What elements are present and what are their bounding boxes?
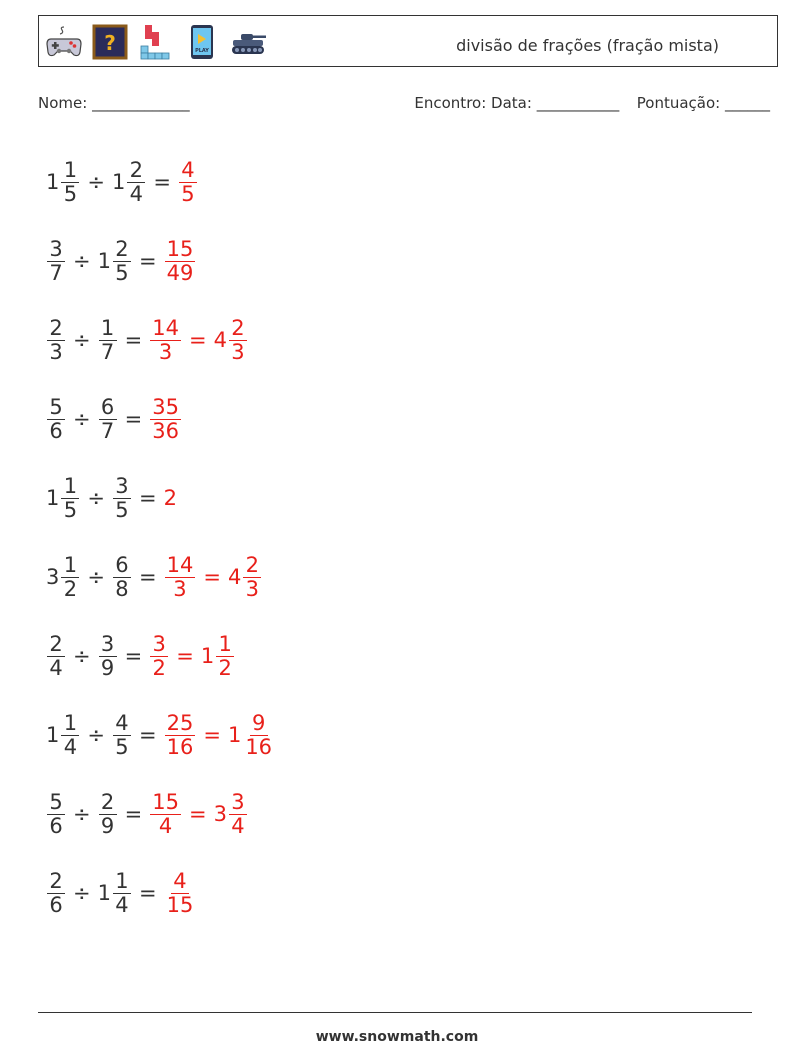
whole-number: 1 — [97, 881, 111, 905]
footer-url: www.snowmath.com — [315, 1029, 479, 1045]
answer — [164, 238, 197, 283]
problem-row — [46, 703, 275, 767]
denominator: 7 — [49, 260, 63, 285]
fraction — [165, 238, 196, 283]
problem-row — [46, 782, 248, 846]
equals-sign: = — [203, 723, 221, 747]
answer — [149, 633, 235, 678]
score-label: Pontuação: — [636, 94, 721, 112]
denominator: 6 — [49, 418, 63, 443]
numerator: 3 — [113, 475, 131, 498]
numerator: 1 — [99, 317, 117, 340]
numerator: 9 — [250, 712, 268, 735]
worksheet-title: divisão de frações (fração mista) — [456, 36, 719, 55]
whole-number: 3 — [213, 802, 227, 826]
denominator: 16 — [166, 734, 194, 759]
whole-number: 1 — [46, 486, 60, 510]
whole-number: 1 — [97, 249, 111, 273]
fraction — [47, 791, 65, 836]
name-field — [38, 94, 190, 112]
equals-sign: = — [176, 644, 194, 668]
denominator: 2 — [63, 576, 78, 601]
answer — [178, 159, 198, 204]
denominator: 5 — [115, 260, 129, 285]
divide-sign: ÷ — [87, 723, 105, 747]
footer-divider — [38, 1012, 752, 1013]
numerator: 4 — [179, 159, 197, 182]
fraction — [47, 317, 65, 362]
denominator: 4 — [129, 181, 144, 206]
equals-sign: = — [203, 565, 221, 589]
problem-row — [46, 624, 235, 688]
equals-sign: = — [138, 881, 157, 905]
divide-sign: ÷ — [73, 881, 91, 905]
denominator: 5 — [63, 181, 78, 206]
whole-number: 1 — [46, 723, 60, 747]
problem-row — [46, 308, 248, 372]
svg-text:PLAY: PLAY — [195, 48, 209, 54]
denominator: 4 — [63, 734, 78, 759]
whole-number: 3 — [46, 565, 60, 589]
fraction — [243, 712, 274, 757]
equals-sign: = — [138, 723, 157, 747]
fraction — [150, 317, 181, 362]
tetris-blocks-icon — [137, 23, 175, 61]
numerator: 6 — [99, 396, 117, 419]
numerator: 1 — [61, 159, 79, 182]
gamepad-icon — [45, 23, 83, 61]
fraction — [99, 791, 117, 836]
problem-row — [46, 466, 177, 530]
numerator: 2 — [229, 317, 247, 340]
divide-sign: ÷ — [73, 407, 91, 431]
denominator: 9 — [100, 813, 115, 838]
denominator: 5 — [115, 497, 129, 522]
denominator: 16 — [245, 734, 273, 759]
equals-sign: = — [138, 565, 157, 589]
problem-row — [46, 229, 196, 293]
numerator: 1 — [61, 475, 79, 498]
whole-number: 1 — [111, 170, 126, 194]
denominator: 4 — [158, 813, 173, 838]
divide-sign: ÷ — [73, 249, 91, 273]
denominator: 9 — [100, 655, 115, 680]
numerator: 15 — [166, 237, 194, 262]
fraction — [165, 712, 196, 757]
equals-sign: = — [153, 170, 171, 194]
denominator: 6 — [49, 892, 63, 917]
fraction — [47, 238, 65, 283]
problem-row — [46, 545, 262, 609]
name-label: Nome: — [38, 94, 88, 112]
fraction — [47, 633, 65, 678]
denominator: 7 — [100, 418, 115, 443]
divide-sign: ÷ — [73, 802, 91, 826]
fraction — [113, 238, 131, 283]
fraction — [113, 475, 131, 520]
numerator: 5 — [47, 396, 65, 419]
fraction — [113, 870, 131, 915]
divide-sign: ÷ — [87, 486, 105, 510]
denominator: 3 — [158, 339, 173, 364]
numerator: 2 — [243, 554, 261, 577]
denominator: 36 — [152, 418, 179, 443]
problem-row — [46, 150, 198, 214]
fraction — [150, 791, 181, 836]
fraction — [165, 870, 196, 915]
numerator: 14 — [166, 553, 194, 578]
fraction — [47, 870, 65, 915]
question-block-icon — [91, 23, 129, 61]
fraction — [127, 159, 145, 204]
numerator: 2 — [47, 633, 65, 656]
numerator: 3 — [150, 633, 168, 656]
numerator: 15 — [152, 790, 179, 815]
answer-integer: 2 — [163, 486, 177, 510]
fraction — [61, 712, 79, 757]
answer — [164, 486, 177, 510]
divide-sign: ÷ — [87, 565, 105, 589]
fraction — [216, 633, 234, 678]
answer — [164, 554, 263, 599]
fraction — [47, 396, 65, 441]
fraction — [243, 554, 261, 599]
equals-sign: = — [188, 328, 207, 352]
fraction — [113, 554, 131, 599]
numerator: 2 — [113, 238, 131, 261]
name-blank: _____________ — [92, 94, 190, 112]
numerator: 1 — [61, 554, 79, 577]
fraction — [179, 159, 197, 204]
fraction — [229, 791, 247, 836]
meeting-fields — [414, 94, 770, 112]
date-label: Data: — [491, 94, 532, 112]
denominator: 2 — [152, 655, 166, 680]
denominator: 5 — [115, 734, 129, 759]
denominator: 8 — [115, 576, 129, 601]
denominator: 5 — [63, 497, 78, 522]
fraction — [61, 554, 79, 599]
numerator: 1 — [61, 712, 79, 735]
equals-sign: = — [124, 644, 143, 668]
fraction — [113, 712, 131, 757]
numerator: 25 — [166, 711, 194, 736]
numerator: 2 — [99, 791, 117, 814]
denominator: 15 — [166, 892, 194, 917]
denominator: 4 — [49, 655, 63, 680]
answer — [149, 791, 248, 836]
date-blank: ___________ — [536, 94, 620, 112]
numerator: 3 — [99, 633, 117, 656]
equals-sign: = — [124, 802, 143, 826]
fraction — [99, 396, 117, 441]
denominator: 5 — [181, 181, 195, 206]
icon-strip — [45, 23, 267, 61]
numerator: 4 — [171, 870, 189, 893]
numerator: 3 — [47, 238, 65, 261]
fraction — [61, 475, 79, 520]
numerator: 5 — [47, 791, 65, 814]
tank-icon — [229, 23, 267, 61]
denominator: 3 — [49, 339, 63, 364]
equals-sign: = — [138, 486, 157, 510]
denominator: 3 — [173, 576, 187, 601]
numerator: 3 — [229, 791, 247, 814]
answer — [164, 712, 275, 757]
equals-sign: = — [188, 802, 207, 826]
equals-sign: = — [124, 328, 143, 352]
denominator: 4 — [231, 813, 245, 838]
whole-number: 1 — [200, 644, 215, 668]
numerator: 2 — [47, 870, 65, 893]
divide-sign: ÷ — [87, 170, 105, 194]
numerator: 2 — [127, 159, 145, 182]
fraction — [165, 554, 196, 599]
fraction — [99, 633, 117, 678]
problem-row — [46, 387, 182, 451]
divide-sign: ÷ — [73, 328, 91, 352]
equals-sign: = — [138, 249, 157, 273]
score-blank: ______ — [725, 94, 770, 112]
denominator: 2 — [218, 655, 232, 680]
whole-number: 1 — [46, 170, 60, 194]
whole-number: 1 — [227, 723, 242, 747]
denominator: 6 — [49, 813, 63, 838]
fraction — [150, 396, 181, 441]
numerator: 14 — [152, 316, 179, 341]
numerator: 1 — [113, 870, 131, 893]
problem-row — [46, 861, 196, 925]
numerator: 1 — [216, 633, 234, 656]
numerator: 6 — [113, 554, 131, 577]
denominator: 3 — [245, 576, 259, 601]
whole-number: 4 — [227, 565, 242, 589]
equals-sign: = — [124, 407, 143, 431]
divide-sign: ÷ — [73, 644, 91, 668]
fraction — [229, 317, 247, 362]
fraction — [61, 159, 79, 204]
fraction — [99, 317, 117, 362]
play-tablet-icon — [183, 23, 221, 61]
answer — [149, 317, 248, 362]
answer — [164, 870, 197, 915]
denominator: 49 — [166, 260, 194, 285]
answer — [149, 396, 182, 441]
svg-text:?: ? — [104, 31, 116, 55]
numerator: 4 — [113, 712, 131, 735]
encounter-label: Encontro: — [414, 94, 487, 112]
worksheet-header — [38, 15, 778, 67]
denominator: 7 — [100, 339, 115, 364]
denominator: 4 — [115, 892, 129, 917]
denominator: 3 — [231, 339, 245, 364]
numerator: 35 — [152, 395, 179, 420]
fraction — [150, 633, 168, 678]
numerator: 2 — [47, 317, 65, 340]
whole-number: 4 — [213, 328, 227, 352]
